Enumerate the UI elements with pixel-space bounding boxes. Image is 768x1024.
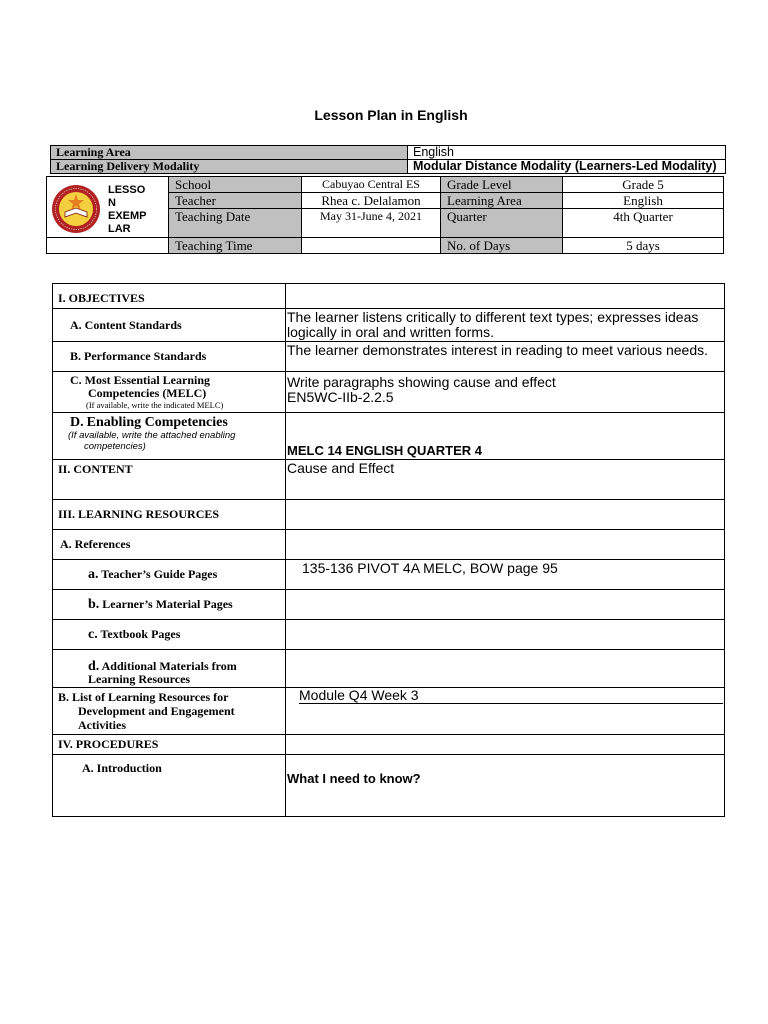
table-row: [53, 755, 725, 817]
learning-area-row: [51, 146, 726, 160]
table-row: D. Enabling Competencies (If available, write the attached enabling competencies) MELC 14 ENGLISH QUARTER 4: [53, 413, 725, 460]
school-seal-icon: [51, 184, 101, 234]
table-row: a. Teacher’s Guide Pages 135-136 PIVOT 4A MELC, BOW page 95: [53, 560, 725, 590]
introduction-value: What I need to know?: [286, 755, 725, 817]
objectives-heading: I. OBJECTIVES: [53, 284, 286, 309]
table-row: [53, 309, 725, 342]
learning-area-label-2: Learning Area: [441, 193, 563, 209]
module-value: Module Q4 Week 3: [299, 688, 723, 704]
table-row: c. Textbook Pages: [53, 620, 725, 650]
grade-level-label: Grade Level: [441, 177, 563, 193]
objectives-value: [286, 284, 725, 309]
content-value: Cause and Effect: [286, 460, 725, 500]
melc-label: C. Most Essential Learning: [70, 373, 211, 387]
references-label: A. References: [60, 537, 131, 551]
learning-area-table: [50, 145, 726, 174]
table-row: [53, 530, 725, 560]
learners-material-label: Learner’s Material Pages: [102, 596, 233, 611]
delivery-modality-label: Learning Delivery Modality: [51, 160, 408, 174]
teaching-time-label: Teaching Time: [169, 238, 302, 254]
school-label: School: [169, 177, 302, 193]
delivery-modality-row: [51, 160, 726, 174]
table-row: [53, 735, 725, 755]
content-standards-value: The learner listens critically to different text types; expresses ideas logically in oral and written forms.: [286, 309, 725, 342]
lesson-exemplar-label: LESSO N EXEMP LAR: [108, 184, 147, 235]
melc-note: (If available, write the indicated MELC): [86, 400, 224, 410]
lesson-info-table: [46, 176, 724, 254]
content-heading: II. CONTENT: [53, 460, 286, 500]
introduction-label: A. Introduction: [82, 761, 162, 775]
performance-standards-label: B. Performance Standards: [70, 349, 207, 363]
lesson-plan-table: [52, 283, 725, 817]
empty-cell: [47, 238, 169, 254]
table-row: B. List of Learning Resources for Development and Engagement Activities Module Q4 Week 3: [53, 688, 725, 735]
learning-area-value-2: English: [563, 193, 724, 209]
quarter-value: 4th Quarter: [563, 209, 724, 238]
table-row: d. Additional Materials from Learning Resources: [53, 650, 725, 688]
enabling-letter: D.: [70, 415, 84, 430]
teaching-time-value: [302, 238, 441, 254]
textbook-pages-label: Textbook Pages: [100, 626, 181, 641]
teacher-label: Teacher: [169, 193, 302, 209]
table-row: [53, 284, 725, 309]
number-of-days-value: 5 days: [563, 238, 724, 254]
delivery-modality-value: Modular Distance Modality (Learners-Led Modality): [408, 160, 726, 174]
melc-value: Write paragraphs showing cause and effect: [287, 374, 556, 390]
list-of-resources-label: B. List of Learning Resources for: [58, 690, 229, 704]
teacher-value: Rhea c. Delalamon: [302, 193, 441, 209]
learning-resources-heading: III. LEARNING RESOURCES: [53, 500, 286, 530]
enabling-competencies-value: MELC 14 ENGLISH QUARTER 4: [286, 413, 725, 460]
grade-level-value: Grade 5: [563, 177, 724, 193]
table-row: [53, 460, 725, 500]
quarter-label: Quarter: [441, 209, 563, 238]
table-row: [53, 342, 725, 372]
teachers-guide-label: Teacher’s Guide Pages: [101, 566, 218, 581]
logo-cell: [47, 177, 169, 238]
enabling-note: (If available, write the attached enabling: [68, 430, 236, 441]
table-row: [53, 500, 725, 530]
procedures-heading: IV. PROCEDURES: [53, 735, 286, 755]
teachers-guide-value: 135-136 PIVOT 4A MELC, BOW page 95: [286, 560, 725, 590]
table-row: b. Learner’s Material Pages: [53, 590, 725, 620]
number-of-days-label: No. of Days: [441, 238, 563, 254]
teaching-date-label: Teaching Date: [169, 209, 302, 238]
melc-code: EN5WC-IIb-2.2.5: [287, 389, 394, 405]
learning-area-value: English: [408, 146, 726, 160]
teaching-date-value: May 31-June 4, 2021: [302, 209, 441, 238]
page-title: Lesson Plan in English: [314, 107, 468, 123]
additional-materials-label: Additional Materials from: [101, 659, 237, 673]
learning-area-label: Learning Area: [51, 146, 408, 160]
content-standards-label: A. Content Standards: [70, 317, 182, 332]
performance-standards-value: The learner demonstrates interest in reading to meet various needs.: [286, 342, 725, 372]
school-value: Cabuyao Central ES: [302, 177, 441, 193]
enabling-competencies-label: Enabling Competencies: [86, 415, 228, 430]
table-row: C. Most Essential Learning Competencies (MELC) (If available, write the indicated MELC) Write paragraphs showing cause and effect EN5WC-IIb-2.2.5: [53, 372, 725, 413]
